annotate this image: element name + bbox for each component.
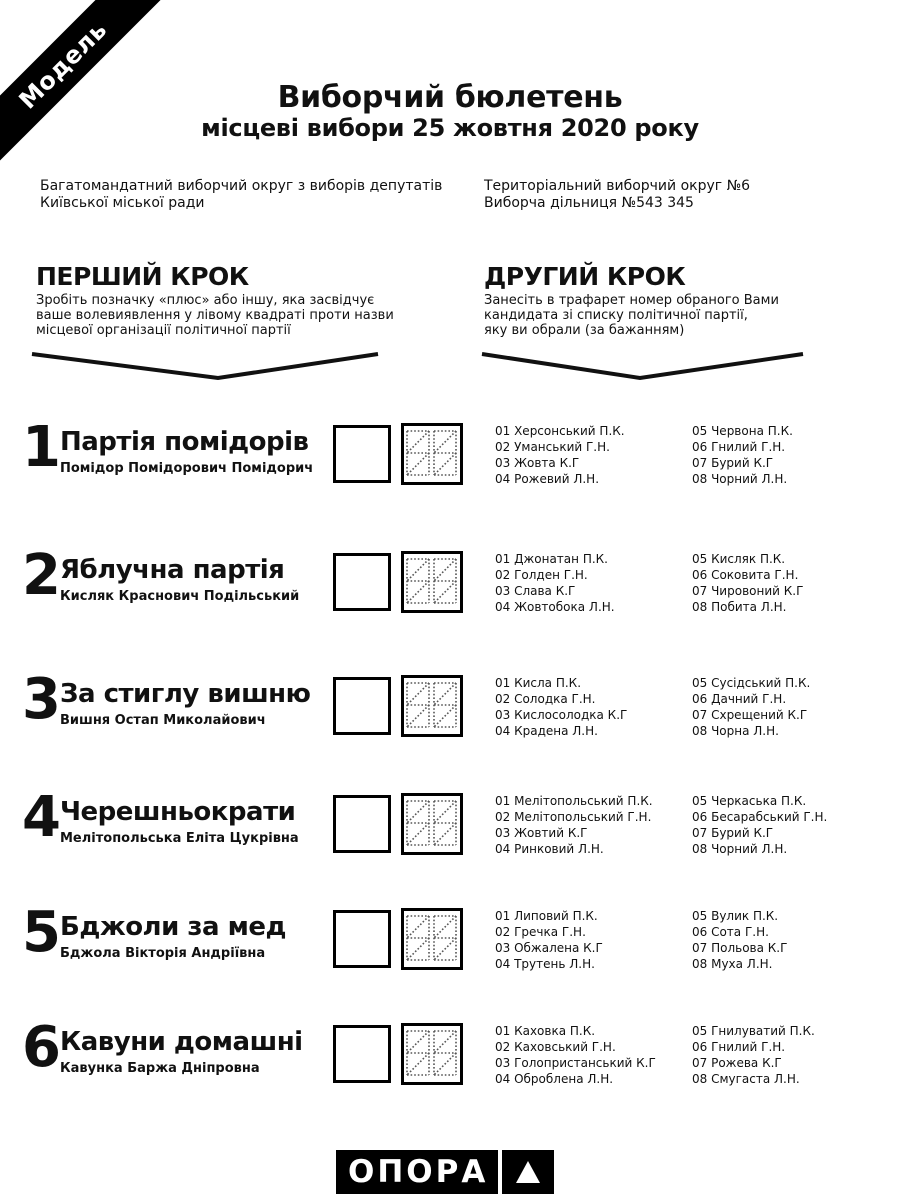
party-number: 6 — [22, 1015, 59, 1080]
candidate-item: 06 Дачний Г.Н. — [692, 692, 787, 706]
candidate-item: 07 Бурий К.Г — [692, 456, 774, 470]
candidate-item: 01 Липовий П.К. — [495, 909, 598, 923]
candidate-item: 08 Муха Л.Н. — [692, 957, 773, 971]
step1-line: місцевої організації політичної партії — [36, 323, 291, 338]
candidate-item: 01 Джонатан П.К. — [495, 552, 608, 566]
vote-mark-box[interactable] — [333, 553, 391, 611]
candidate-item: 03 Жовтий К.Г — [495, 826, 588, 840]
candidate-list-right — [692, 793, 827, 857]
step2-line: Занесіть в трафарет номер обраного Вами — [484, 293, 779, 308]
ballot-subtitle: місцеві вибори 25 жовтня 2020 року — [201, 114, 699, 142]
party-leader: Мелітопольська Еліта Цукрівна — [60, 831, 299, 846]
candidate-item: 01 Каховка П.К. — [495, 1024, 596, 1038]
candidate-item: 02 Солодка Г.Н. — [495, 692, 596, 706]
candidate-list-right — [692, 675, 810, 739]
candidate-item: 04 Оброблена Л.Н. — [495, 1072, 614, 1086]
candidate-item: 07 Польова К.Г — [692, 941, 788, 955]
candidate-item: 08 Побита Л.Н. — [692, 600, 787, 614]
candidate-item: 04 Крадена Л.Н. — [495, 724, 598, 738]
candidate-item: 02 Голден Г.Н. — [495, 568, 588, 582]
party-number: 2 — [22, 543, 59, 608]
candidate-item: 03 Кислосолодка К.Г — [495, 708, 628, 722]
candidate-item: 05 Кисляк П.К. — [692, 552, 786, 566]
candidate-item: 08 Чорний Л.Н. — [692, 842, 788, 856]
candidate-item: 05 Черкаська П.К. — [692, 794, 807, 808]
party-leader: Кавунка Баржа Дніпровна — [60, 1061, 260, 1076]
district-info-left — [40, 178, 470, 212]
party-leader: Бджола Вікторія Андріївна — [60, 946, 266, 961]
candidate-item: 02 Мелітопольський Г.Н. — [495, 810, 652, 824]
candidate-item: 03 Голопристанський К.Г — [495, 1056, 656, 1070]
party-name: Партія помідорів — [60, 427, 309, 457]
candidate-item: 07 Схрещений К.Г — [692, 708, 808, 722]
digit-stencil-icon[interactable] — [401, 551, 463, 613]
party-number: 1 — [22, 415, 59, 480]
digit-stencil-icon[interactable] — [401, 793, 463, 855]
opora-logo — [336, 1150, 554, 1194]
digit-stencil-icon[interactable] — [401, 423, 463, 485]
step1-line: ваше волевиявлення у лівому квадраті проти назви — [36, 308, 394, 323]
party-name: Яблучна партія — [60, 555, 285, 585]
district-line: Територіальний виборчий округ №6 — [484, 178, 751, 194]
candidate-list-left — [495, 908, 603, 972]
step2-instructions — [484, 293, 804, 338]
candidate-item: 07 Чировоний К.Г — [692, 584, 804, 598]
candidate-item: 05 Вулик П.К. — [692, 909, 779, 923]
party-number: 4 — [22, 785, 59, 850]
digit-stencil-icon[interactable] — [401, 675, 463, 737]
logo-text: ОПОРА — [336, 1150, 498, 1194]
party-leader: Кисляк Краснович Подільський — [60, 589, 300, 604]
step1-arrow — [30, 348, 380, 382]
candidate-item: 02 Каховський Г.Н. — [495, 1040, 616, 1054]
candidate-item: 05 Червона П.К. — [692, 424, 793, 438]
candidate-item: 06 Гнилий Г.Н. — [692, 440, 786, 454]
candidate-item: 03 Жовта К.Г — [495, 456, 580, 470]
step2-arrow — [480, 348, 805, 382]
party-name: За стиглу вишню — [60, 679, 311, 709]
candidate-item: 01 Мелітопольський П.К. — [495, 794, 653, 808]
candidate-list-right — [692, 551, 803, 615]
candidate-list-right — [692, 908, 787, 972]
vote-mark-box[interactable] — [333, 910, 391, 968]
district-info-right — [484, 178, 804, 212]
party-number: 5 — [22, 900, 59, 965]
candidate-item: 04 Ринковий Л.Н. — [495, 842, 604, 856]
candidate-item: 03 Обжалена К.Г — [495, 941, 603, 955]
candidate-list-right — [692, 423, 793, 487]
step2-heading: ДРУГИЙ КРОК — [484, 262, 686, 291]
candidate-item: 03 Слава К.Г — [495, 584, 576, 598]
candidate-item: 07 Рожева К.Г — [692, 1056, 782, 1070]
candidate-item: 06 Сота Г.Н. — [692, 925, 769, 939]
step1-line: Зробіть позначку «плюс» або іншу, яка засвідчує — [36, 293, 375, 308]
candidate-item: 04 Жовтобока Л.Н. — [495, 600, 615, 614]
candidate-list-right — [692, 1023, 815, 1087]
candidate-list-left — [495, 793, 653, 857]
candidate-item: 01 Кисла П.К. — [495, 676, 582, 690]
candidate-list-left — [495, 551, 615, 615]
ballot-title: Виборчий бюлетень — [277, 80, 623, 115]
candidate-item: 05 Сусідський П.К. — [692, 676, 811, 690]
candidate-item: 06 Гнилий Г.Н. — [692, 1040, 786, 1054]
party-name: Бджоли за мед — [60, 912, 286, 942]
party-leader: Вишня Остап Миколайович — [60, 713, 266, 728]
candidate-item: 08 Чорний Л.Н. — [692, 472, 788, 486]
step2-line: кандидата зі списку політичної партії, — [484, 308, 748, 323]
triangle-icon — [502, 1150, 554, 1194]
district-line: Багатомандатний виборчий округ з виборів депутатів — [40, 178, 443, 194]
vote-mark-box[interactable] — [333, 795, 391, 853]
district-line: Виборча дільниця №543 345 — [484, 195, 694, 211]
party-name: Кавуни домашні — [60, 1027, 303, 1057]
digit-stencil-icon[interactable] — [401, 908, 463, 970]
candidate-item: 01 Херсонський П.К. — [495, 424, 625, 438]
candidate-item: 08 Чорна Л.Н. — [692, 724, 779, 738]
party-name: Черешньократи — [60, 797, 296, 827]
candidate-item: 08 Смугаста Л.Н. — [692, 1072, 800, 1086]
digit-stencil-icon[interactable] — [401, 1023, 463, 1085]
vote-mark-box[interactable] — [333, 677, 391, 735]
candidate-item: 05 Гнилуватий П.К. — [692, 1024, 815, 1038]
district-line: Київської міської ради — [40, 195, 205, 211]
candidate-list-left — [495, 1023, 656, 1087]
candidate-item: 07 Бурий К.Г — [692, 826, 774, 840]
vote-mark-box[interactable] — [333, 425, 391, 483]
step1-heading: ПЕРШИЙ КРОК — [36, 262, 249, 291]
ribbon-label: Модель — [13, 15, 113, 115]
party-number: 3 — [22, 667, 59, 732]
candidate-item: 04 Трутень Л.Н. — [495, 957, 595, 971]
candidate-item: 04 Рожевий Л.Н. — [495, 472, 600, 486]
party-leader: Помідор Помідорович Помідорич — [60, 461, 314, 476]
candidate-item: 06 Соковита Г.Н. — [692, 568, 799, 582]
candidate-list-left — [495, 423, 625, 487]
candidate-list-left — [495, 675, 627, 739]
candidate-item: 02 Гречка Г.Н. — [495, 925, 586, 939]
step2-line: яку ви обрали (за бажанням) — [484, 323, 685, 338]
vote-mark-box[interactable] — [333, 1025, 391, 1083]
candidate-item: 02 Уманський Г.Н. — [495, 440, 610, 454]
step1-instructions — [36, 293, 426, 338]
candidate-item: 06 Бесарабський Г.Н. — [692, 810, 828, 824]
